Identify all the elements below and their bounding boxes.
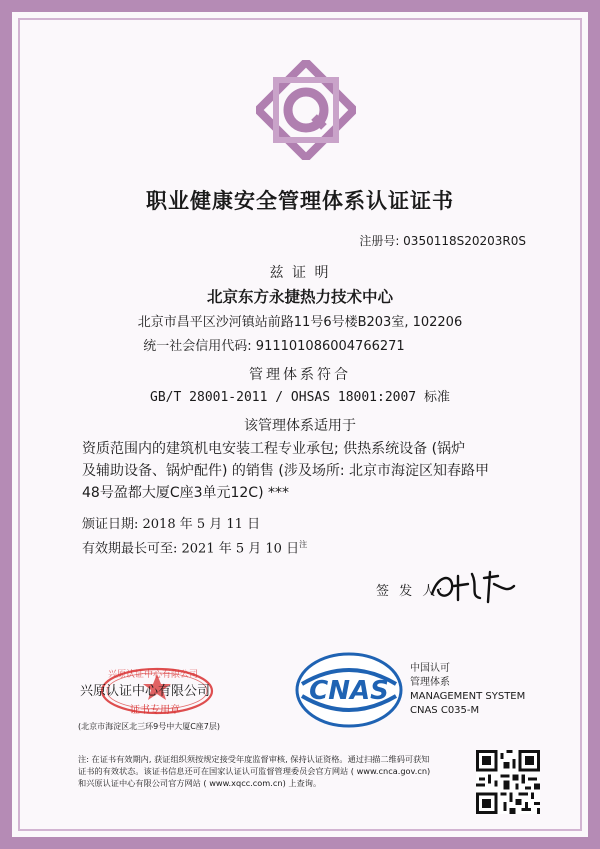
qr-code-icon — [476, 750, 540, 814]
note-line: 证书的有效状态。该证书信息还可在国家认证认可监督管理委员会官方网站 ( www.cnca.gov.cn) — [78, 766, 431, 776]
expiry-note: 注 — [299, 540, 308, 549]
issuing-organization: 兴原认证中心有限公司 — [80, 684, 211, 699]
cnas-line: 管理体系 — [410, 677, 450, 688]
cnas-text — [410, 662, 525, 718]
signer-label: 签 发 人: — [376, 584, 446, 599]
credit-code: 统一社会信用代码: 911101086004766271 — [143, 339, 405, 354]
scope-line: 资质范围内的建筑机电安装工程专业承包; 供热系统设备 (锅炉 — [82, 441, 466, 457]
note-line: 注: 在证书有效期内, 获证组织须按规定接受年度监督审核, 保持认证资格。通过扫描二维码可获知 — [78, 754, 430, 764]
organization-address: (北京市海淀区北三环9号中大厦C座7层) — [78, 722, 221, 731]
handwritten-signature — [428, 566, 518, 604]
company-address: 北京市昌平区沙河镇站前路11号6号楼B203室, 102206 — [137, 315, 463, 330]
applies-label: 该管理体系适用于 — [244, 418, 356, 434]
footer-notes — [78, 753, 458, 789]
certification-emblem-icon — [256, 60, 356, 160]
scope-line: 48号盈都大厦C座3单元12C) *** — [82, 485, 289, 501]
standard: GB/T 28001-2011 / OHSAS 18001:2007 标准 — [150, 390, 450, 405]
note-line: 和兴原认证中心有限公司官方网站 ( www.xqcc.com.cn) 上查询。 — [78, 778, 322, 788]
seal-ring-text: 兴原认证中心有限公司 — [108, 670, 199, 680]
cnas-logo-icon — [294, 650, 404, 730]
company-name: 北京东方永捷热力技术中心 — [206, 288, 393, 306]
conforms-label: 管理体系符合 — [249, 367, 351, 383]
certificate-title: 职业健康安全管理体系认证证书 — [146, 189, 454, 213]
scope-text — [82, 438, 552, 504]
scope-line: 及辅助设备、锅炉配件) 的销售 (涉及场所: 北京市海淀区知春路甲 — [82, 463, 489, 479]
cnas-acronym: CNAS — [309, 676, 389, 706]
issue-date: 颁证日期: 2018 年 5 月 11 日 — [82, 517, 261, 532]
dates-block — [82, 515, 307, 559]
cnas-line: CNAS C035-M — [410, 705, 480, 716]
seal-text: 证书专用章 — [130, 705, 180, 716]
certify-heading: 兹 证 明 — [269, 265, 331, 281]
expiry-date: 有效期最长可至: 2021 年 5 月 10 日 — [82, 541, 300, 557]
registration-number: 注册号: 0350118S20203R0S — [359, 234, 526, 248]
cnas-line: 中国认可 — [410, 663, 450, 674]
cnas-line: MANAGEMENT SYSTEM — [410, 691, 526, 702]
